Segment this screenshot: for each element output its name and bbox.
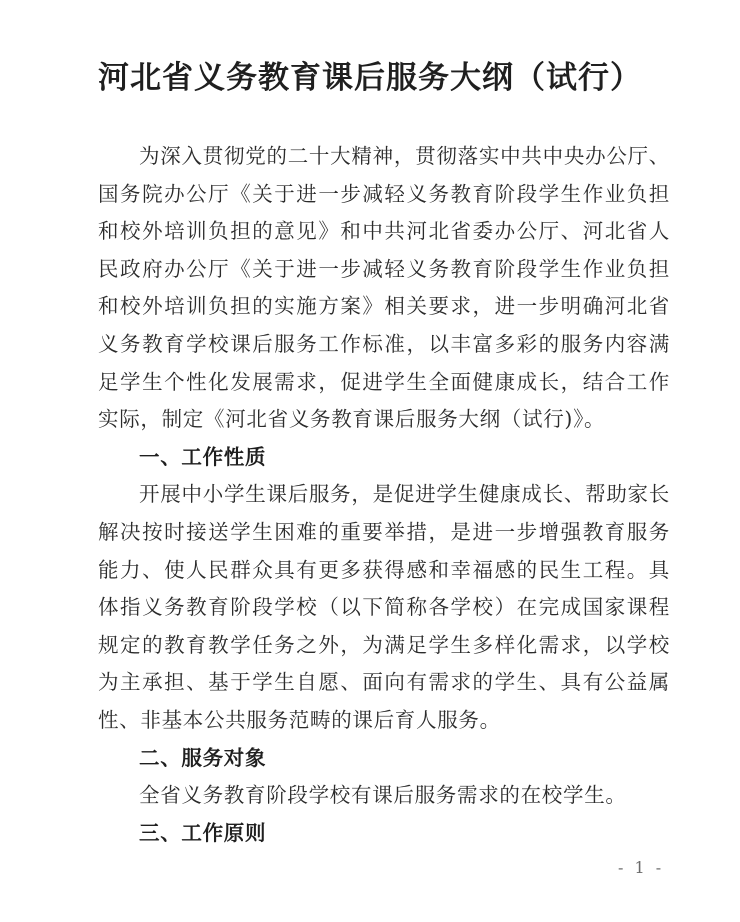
- section-heading-principles: 三、工作原则: [139, 820, 267, 845]
- document-body: [98, 138, 670, 852]
- section-heading-nature: 一、工作性质: [139, 444, 267, 469]
- section-body-nature: 开展中小学生课后服务，是促进学生健康成长、帮助家长解决按时接送学生困难的重要举措，是进一步增强教育服务能力、使人民群众具有更多获得感和幸福感的民生工程。具体指义务教育阶段学校（以下简称各学校）在完成国家课程规定的教育教学任务之外，为满足学生多样化需求，以学校为主承担、基于学生自愿、面向有需求的学生、具有公益属性、非基本公共服务范畴的课后育人服务。: [98, 482, 670, 732]
- intro-paragraph: 为深入贯彻党的二十大精神，贯彻落实中共中央办公厅、国务院办公厅《关于进一步减轻义务教育阶段学生作业负担和校外培训负担的意见》和中共河北省委办公厅、河北省人民政府办公厅《关于进一步减轻义务教育阶段学生作业负担和校外培训负担的实施方案》相关要求，进一步明确河北省义务教育学校课后服务工作标准，以丰富多彩的服务内容满足学生个性化发展需求，促进学生全面健康成长，结合工作实际，制定《河北省义务教育课后服务大纲（试行)》。: [98, 144, 670, 432]
- page-number: - 1 -: [618, 858, 665, 877]
- section-body-target: 全省义务教育阶段学校有课后服务需求的在校学生。: [139, 783, 627, 808]
- section-heading-target: 二、服务对象: [139, 745, 267, 770]
- document-title: 河北省义务教育课后服务大纲（试行）: [98, 60, 642, 96]
